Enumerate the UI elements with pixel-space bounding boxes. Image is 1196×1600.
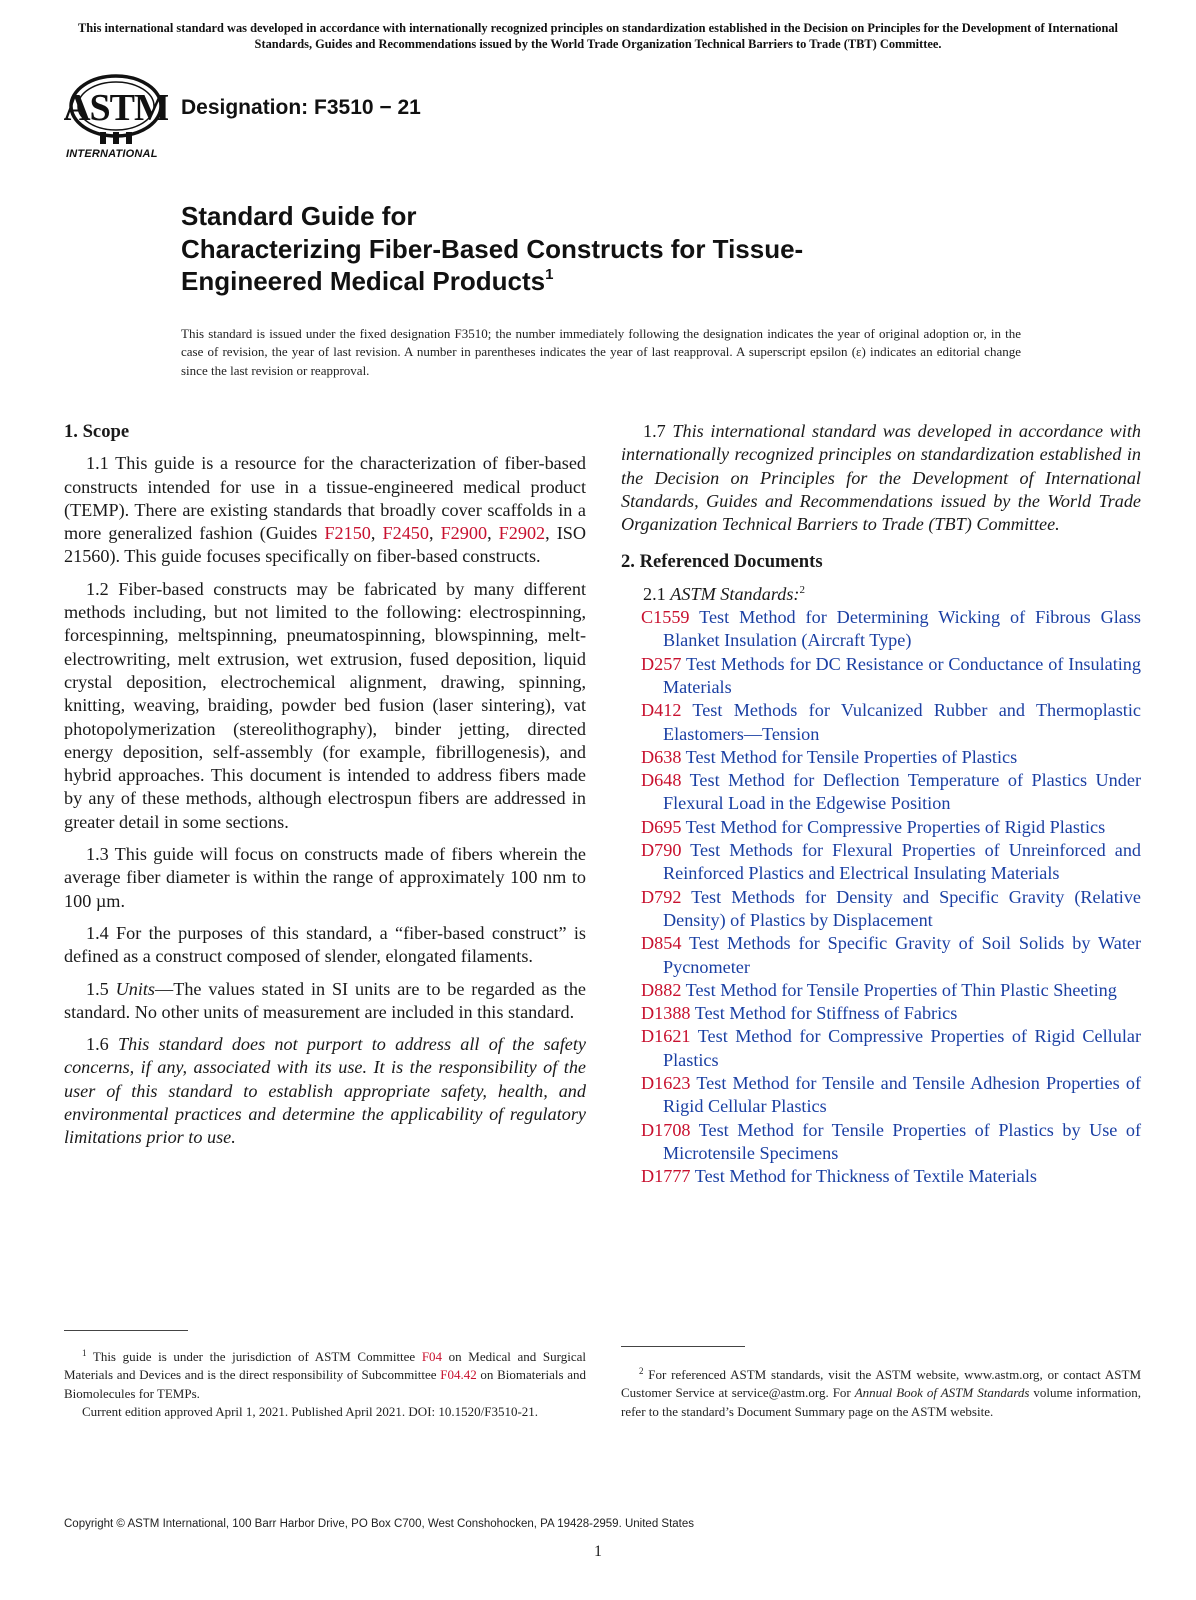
- list-item[interactable]: [621, 769, 1141, 816]
- ref-title[interactable]: Test Method for Stiffness of Fabrics: [694, 1003, 958, 1024]
- ref-code[interactable]: D1388: [641, 1003, 691, 1024]
- list-item[interactable]: [621, 1072, 1141, 1119]
- subheading-label: ASTM Standards:: [670, 583, 800, 604]
- list-item[interactable]: [621, 816, 1141, 839]
- logo-wordmark: INTERNATIONAL: [66, 148, 158, 160]
- footnote-1-mark: 1: [82, 1348, 87, 1358]
- ref-title[interactable]: Test Method for Tensile Properties of Thin Plastic Sheeting: [685, 979, 1117, 1000]
- ref-link-f2900[interactable]: F2900: [440, 523, 488, 544]
- copyright-line: Copyright © ASTM International, 100 Barr Harbor Drive, PO Box C700, West Conshohocken, PA 19428-2959. United States: [64, 1518, 695, 1530]
- page-number: 1: [594, 1543, 602, 1560]
- designation: Designation: F3510 − 21: [181, 96, 421, 119]
- international-standard-notice: This international standard was developed in accordance with internationally recognized principles on standardization established in the Decision on Principles for the Development of International Standards, Guides and Recommendations issued by the World Trade Organization Technical Barriers to Trade (TBT) Committee.: [77, 21, 1119, 51]
- para-1-1-text-end: , ISO 21560). This guide focuses specifically on fiber-based constructs.: [64, 523, 587, 567]
- para-1-7: [621, 420, 1141, 536]
- ref-code[interactable]: D638: [641, 746, 682, 767]
- list-item[interactable]: [621, 979, 1141, 1002]
- ref-code[interactable]: D412: [641, 700, 682, 721]
- footnote-1: [64, 1348, 586, 1422]
- list-item[interactable]: [621, 1025, 1141, 1072]
- list-item[interactable]: [621, 606, 1141, 653]
- para-1-2: 1.2 Fiber-based constructs may be fabricated by many different methods including, but not limited to the following: electrospinning, forcespinning, meltspinning, pneumatospinning, blowspinning, melt-electrowriting, melt extrusion, wet extrusion, fused deposition, liquid crystal deposition, electrochemical alignment, drawing, spinning, knitting, weaving, braiding, powder bed fusion (laser sintering), vat photopolymerization (stereolithography), binder jetting, directed energy deposition, self-assembly (for example, fibrillogenesis), and hybrid approaches. This document is intended to address fibers made by any of these methods, although electrospun fibers are addressed in greater detail in some sections.: [64, 578, 586, 832]
- footnote-1-text-b: on Medical and Surgical Materials and Devices and is the direct responsibility of Subcommittee: [64, 1349, 586, 1383]
- para-1-6-num: 1.6: [86, 1034, 118, 1055]
- para-1-5-num: 1.5: [86, 978, 116, 999]
- para-1-4: 1.4 For the purposes of this standard, a “fiber-based construct” is defined as a construct composed of slender, elongated filaments.: [64, 922, 586, 967]
- ref-title[interactable]: Test Method for Compressive Properties of Rigid Plastics: [685, 816, 1106, 837]
- ref-code[interactable]: D854: [641, 933, 682, 954]
- list-item[interactable]: [621, 1119, 1141, 1166]
- footnote-1-edition: Current edition approved April 1, 2021. Published April 2021. DOI: 10.1520/F3510-21.: [82, 1404, 539, 1420]
- ref-code[interactable]: D257: [641, 653, 682, 674]
- list-item[interactable]: [621, 1165, 1141, 1188]
- scope-heading: 1. Scope: [64, 421, 130, 442]
- list-item[interactable]: [621, 1002, 1141, 1025]
- document-title: [181, 200, 941, 298]
- right-column: [621, 420, 1141, 1189]
- para-1-6: [64, 1033, 586, 1149]
- referenced-documents-heading: 2. Referenced Documents: [621, 551, 823, 573]
- para-1-5-label: Units: [115, 978, 156, 999]
- ref-link-f2902[interactable]: F2902: [498, 523, 546, 544]
- ref-link-f04[interactable]: F04: [421, 1349, 443, 1364]
- footnote-divider-left: [64, 1330, 188, 1331]
- list-item[interactable]: [621, 699, 1141, 746]
- title-line-2: Characterizing Fiber-Based Constructs for Tissue-: [181, 233, 804, 264]
- title-line-3: [181, 265, 941, 298]
- list-item[interactable]: [621, 839, 1141, 886]
- ref-title[interactable]: Test Methods for Vulcanized Rubber and Thermoplastic Elastomers—Tension: [663, 700, 1141, 744]
- footnote-2-text-a: For referenced ASTM standards, visit the ASTM website, www.astm.org, or contact ASTM Customer Service at service@astm.org. For: [621, 1367, 1141, 1401]
- ref-title[interactable]: Test Method for Tensile Properties of Plastics by Use of Microtensile Specimens: [663, 1119, 1141, 1163]
- svg-text:ASTM: ASTM: [64, 87, 168, 129]
- para-1-5: [64, 978, 586, 1025]
- footnote-divider-right: [621, 1346, 745, 1347]
- ref-link-f2150[interactable]: F2150: [324, 523, 371, 544]
- ref-code[interactable]: D1623: [641, 1073, 691, 1094]
- ref-title[interactable]: Test Method for Compressive Properties of Rigid Cellular Plastics: [663, 1026, 1142, 1070]
- ref-title[interactable]: Test Methods for Density and Specific Gravity (Relative Density) of Plastics by Displacement: [663, 886, 1141, 930]
- ref-title[interactable]: Test Method for Determining Wicking of Fibrous Glass Blanket Insulation (Aircraft Type): [663, 607, 1141, 651]
- ref-link-f2450[interactable]: F2450: [382, 523, 429, 544]
- subheading-footnote-mark: 2: [799, 583, 805, 596]
- footnote-2-text-b: volume information, refer to the standard’s Document Summary page on the ASTM website.: [621, 1385, 1142, 1419]
- footnote-1-text-a: This guide is under the jurisdiction of ASTM Committee: [86, 1349, 422, 1364]
- ref-code[interactable]: D695: [641, 816, 682, 837]
- ref-title[interactable]: Test Methods for DC Resistance or Conductance of Insulating Materials: [663, 653, 1141, 697]
- footnote-2-italic: Annual Book of ASTM Standards: [854, 1385, 1030, 1401]
- ref-title[interactable]: Test Method for Thickness of Textile Materials: [694, 1166, 1037, 1187]
- list-item[interactable]: [621, 932, 1141, 979]
- title-line-1: Standard Guide for: [181, 201, 417, 231]
- ref-code[interactable]: D792: [641, 886, 682, 907]
- issuance-note: This standard is issued under the fixed designation F3510; the number immediately following the designation indicates the year of original adoption or, in the case of revision, the year of last revision. A number in parentheses indicates the year of last reapproval. A superscript epsilon (ε) indicates an editorial change since the last revision or reapproval.: [181, 326, 1021, 378]
- list-item[interactable]: [621, 746, 1141, 769]
- list-item[interactable]: [621, 653, 1141, 700]
- list-item[interactable]: [621, 886, 1141, 933]
- footnote-1-jurisdiction: [64, 1348, 586, 1403]
- left-column: [64, 420, 586, 1159]
- ref-code[interactable]: D648: [641, 770, 682, 791]
- ref-code[interactable]: C1559: [641, 607, 690, 628]
- ref-title[interactable]: Test Methods for Specific Gravity of Soil Solids by Water Pycnometer: [663, 933, 1142, 977]
- ref-code[interactable]: D1621: [641, 1026, 691, 1047]
- footnote-2: [621, 1366, 1141, 1421]
- ref-title[interactable]: Test Method for Tensile and Tensile Adhesion Properties of Rigid Cellular Plastics: [663, 1073, 1141, 1117]
- footnote-2-text: [621, 1366, 1141, 1421]
- astm-international-logo: [64, 70, 168, 168]
- ref-code[interactable]: D1777: [641, 1166, 691, 1187]
- para-1-1: 1.1 This guide is a resource for the characterization of fiber-based constructs intended for use in a tissue-engineered medical product (TEMP). There are existing standards that broadly cover scaffolds in a more generalized fashion (Guides F2150, F2450, F2900, F2902, ISO 21560). This guide focuses specifically on fiber-based constructs.: [64, 453, 587, 567]
- ref-code[interactable]: D1708: [641, 1119, 691, 1140]
- para-1-6-text: This standard does not purport to address all of the safety concerns, if any, associated with its use. It is the responsibility of the user of this standard to establish appropriate safety, health, and environmental practices and determine the applicability of regulatory limitations prior to use.: [64, 1034, 586, 1148]
- para-1-7-num: 1.7: [643, 421, 673, 441]
- ref-code[interactable]: D882: [641, 979, 682, 1000]
- ref-title[interactable]: Test Method for Tensile Properties of Plastics: [685, 746, 1018, 767]
- title-footnote-mark: 1: [545, 266, 554, 283]
- subheading-num: 2.1: [643, 583, 671, 604]
- referenced-standards-list: [621, 606, 1141, 1188]
- para-1-7-text: This international standard was developed in accordance with internationally recognized principles on standardization established in the Decision on Principles for the Development of International Standards, Guides and Recommendations issued by the World Trade Organization Technical Barriers to Trade (TBT) Committee.: [621, 421, 1142, 535]
- title-line-3-text: Engineered Medical Products: [181, 266, 546, 296]
- ref-link-f04-42[interactable]: F04.42: [440, 1367, 477, 1383]
- astm-standards-subheading: [621, 583, 1141, 606]
- ref-title[interactable]: Test Methods for Flexural Properties of Unreinforced and Reinforced Plastics and Electrical Insulating Materials: [663, 840, 1142, 884]
- footnote-1-text-c: on Biomaterials and Biomolecules for TEMPs.: [64, 1367, 586, 1401]
- para-1-5-text: —The values stated in SI units are to be regarded as the standard. No other units of measurement are included in this standard.: [64, 978, 586, 1022]
- para-1-1-text: 1.1 This guide is a resource for the characterization of fiber-based constructs intended for use in a tissue-engineered medical product (TEMP). There are existing standards that broadly cover scaffolds in a more generalized fashion (Guides: [64, 453, 586, 544]
- footnote-2-mark: 2: [639, 1366, 644, 1376]
- ref-code[interactable]: D790: [641, 840, 682, 861]
- ref-title[interactable]: Test Method for Deflection Temperature of Plastics Under Flexural Load in the Edgewise Position: [663, 770, 1142, 814]
- para-1-3: 1.3 This guide will focus on constructs made of fibers wherein the average fiber diameter is within the range of approximately 100 nm to 100 µm.: [64, 844, 586, 911]
